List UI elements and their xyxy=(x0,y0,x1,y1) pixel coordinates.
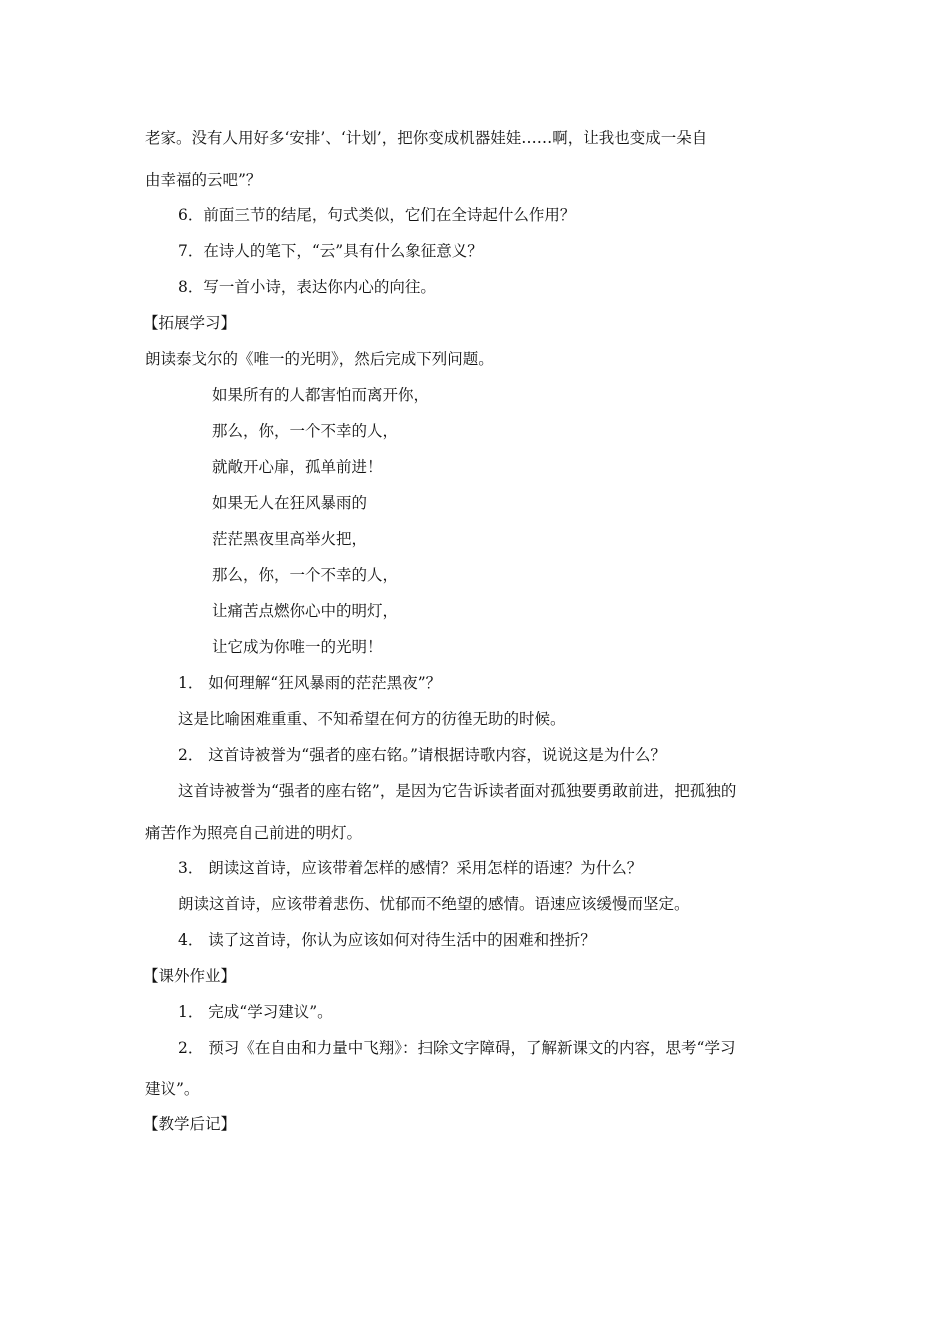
poem-line: 茫茫黑夜里高举火把， xyxy=(212,530,368,548)
question-number: 8． xyxy=(178,278,204,296)
extension-question-2: 2． 这首诗被誉为“强者的座右铭。”请根据诗歌内容，说说这是为什么？ xyxy=(178,746,666,764)
continuation-line-2: 由幸福的云吧”？ xyxy=(145,171,262,189)
section-heading-notes: 【教学后记】 xyxy=(143,1115,237,1133)
poem-line: 如果无人在狂风暴雨的 xyxy=(212,494,368,512)
poem-line: 如果所有的人都害怕而离开你， xyxy=(212,386,430,404)
question-text: 在诗人的笔下，“云”具有什么象征意义？ xyxy=(203,242,483,260)
section-heading-extension: 【拓展学习】 xyxy=(143,314,237,332)
extension-question-1: 1． 如何理解“狂风暴雨的茫茫黑夜”？ xyxy=(178,674,442,692)
question-6 xyxy=(178,205,575,225)
homework-item-1: 1． 完成“学习建议”。 xyxy=(178,1003,333,1021)
question-number: 7． xyxy=(178,242,204,260)
question-text: 前面三节的结尾，句式类似，它们在全诗起什么作用？ xyxy=(203,206,576,224)
poem-line: 让它成为你唯一的光明！ xyxy=(212,638,383,656)
question-8 xyxy=(178,277,436,297)
extension-intro: 朗读泰戈尔的《唯一的光明》，然后完成下列问题。 xyxy=(145,350,494,368)
question-text: 写一首小诗，表达你内心的向往。 xyxy=(203,278,436,296)
homework-item-2-line-2: 建议”。 xyxy=(145,1080,200,1098)
poem-line: 那么，你，一个不幸的人， xyxy=(212,566,399,584)
continuation-line-1: 老家。没有人用好多‘安排’、‘计划’，把你变成机器娃娃……啊，让我也变成一朵自 xyxy=(145,129,708,147)
poem-line: 就敞开心扉，孤单前进！ xyxy=(212,458,383,476)
extension-answer-2-line-2: 痛苦作为照亮自己前进的明灯。 xyxy=(145,824,363,842)
extension-answer-2-line-1: 这首诗被誉为“强者的座右铭”，是因为它告诉读者面对孤独要勇敢前进，把孤独的 xyxy=(178,782,737,800)
extension-question-4: 4． 读了这首诗，你认为应该如何对待生活中的困难和挫折？ xyxy=(178,931,596,949)
question-number: 6． xyxy=(178,206,204,224)
poem-line: 让痛苦点燃你心中的明灯， xyxy=(212,602,399,620)
section-heading-homework: 【课外作业】 xyxy=(143,967,237,985)
homework-item-2-line-1: 2． 预习《在自由和力量中飞翔》：扫除文字障碍，了解新课文的内容，思考“学习 xyxy=(178,1039,736,1057)
poem-line: 那么，你，一个不幸的人， xyxy=(212,422,399,440)
extension-answer-1: 这是比喻困难重重、不知希望在何方的彷徨无助的时候。 xyxy=(178,710,566,728)
extension-question-3: 3． 朗读这首诗，应该带着怎样的感情？采用怎样的语速？为什么？ xyxy=(178,859,643,877)
question-7 xyxy=(178,241,483,261)
extension-answer-3: 朗读这首诗，应该带着悲伤、忧郁而不绝望的感情。语速应该缓慢而坚定。 xyxy=(178,895,690,913)
